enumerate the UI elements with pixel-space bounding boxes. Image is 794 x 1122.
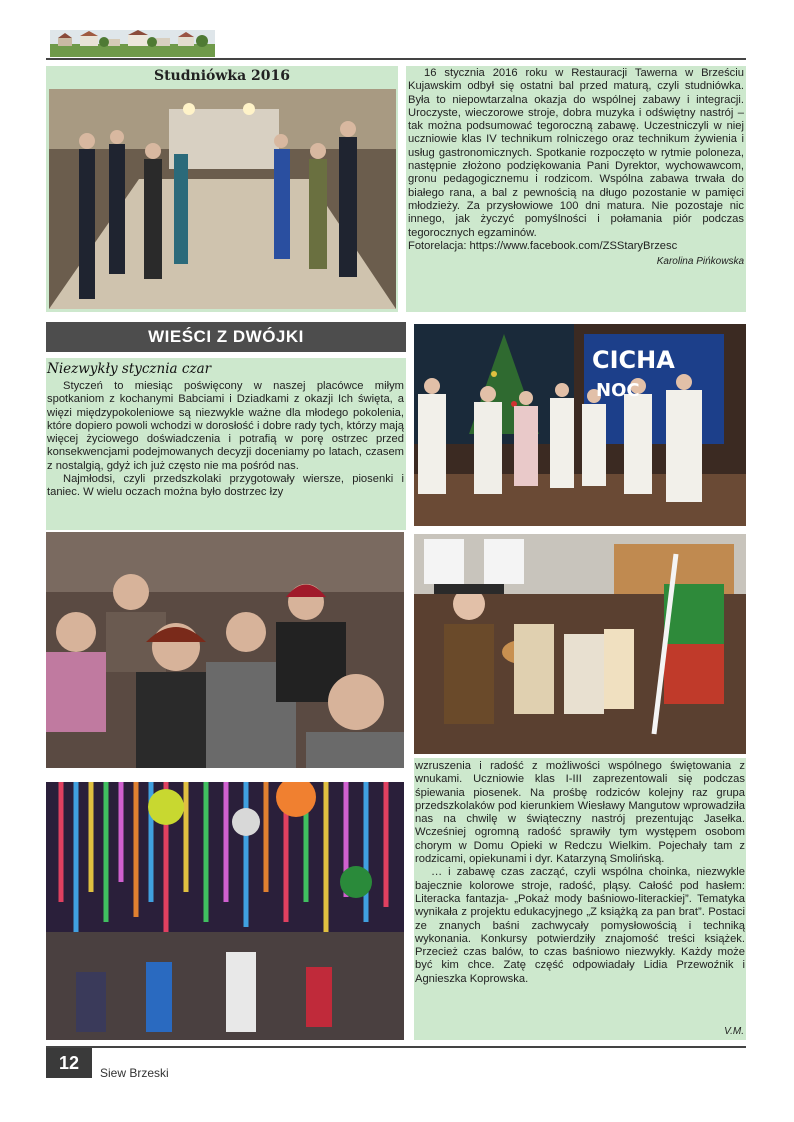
footer-rule xyxy=(46,1046,746,1048)
nativity-photo xyxy=(414,534,746,754)
header-rule xyxy=(46,58,746,60)
article-paragraph-3: wzruszenia i radość z możliwości wspólnego świętowania z wnukami. Uczniowie klas I-III zaprezentowali się podczas śpiewania piosenek. Na prośbę rodziców kolejny raz grupa przedszkolaków pod kierunkiem Wiesławy Mangutow wprowadziła nas na chwilę w świąteczny nastrój prezentując Jasełka. Wcześniej ogromną radość sprawiły tym występem osobom chorym w Domu Opieki w Redczu Wielkim. Pojechały tam z rodzicami, opiekunami i dyr. Katarzyną Smolińską. xyxy=(415,760,745,866)
studniowka-text-box xyxy=(406,66,746,312)
studniowka-title: Studniówka 2016 xyxy=(153,68,291,84)
wiesci-text-box-bottom xyxy=(414,758,746,1040)
grandparents-photo xyxy=(46,532,404,768)
studniowka-photo xyxy=(49,89,396,309)
article-title: Niezwykły stycznia czar xyxy=(47,361,212,377)
article-paragraph-1: Styczeń to miesiąc poświęcony w naszej placówce miłym spotkaniom z kochanymi Babciami i Dziadkami z okazji Ich święta, a więzi międzypokoleniowe są niezwykle ważne dla młodego pokolenia, które dopiero powoli wchodzi w dorosłość i dobre rady tych, którzy mają więcej życiowego doświadczenia i potrafią w porę ostrzec przed konsekwencjami podejmowanych decyzji doceniamy po latach, czasem z nostalgią, gdyż ich już często nie ma pośród nas. xyxy=(47,380,404,472)
studniowka-author: Karolina Pińkowska xyxy=(656,256,744,268)
article-paragraph-4: … i zabawę czas zacząć, czyli wspólna choinka, niezwykle bajecznie kolorowe stroje, radość, pląsy. Całość pod hasłem: Literacka fantazja- „Pokaż mody baśniowo-literackiej”. Tematyka wynikała z projektu edukacyjnego „Z książką za pan brat”. Postaci ze znanych baśni zachwycały pomysłowością i techniką wykonania. Konkursy potwierdziły znajomość treści książek. Przecież czas balów, to czas baśniowo niezwykły. Każdy może być kim chce. Zatę część odpowiadały Lidia Przewoźnik i Agnieszka Koprowska. xyxy=(415,866,745,985)
article-author: V.M. xyxy=(724,1025,744,1037)
photo-sign-cicha: CICHA xyxy=(592,346,675,374)
photo-sign-noc: NOC xyxy=(596,380,640,401)
page-number: 12 xyxy=(46,1048,92,1078)
publication-name: Siew Brzeski xyxy=(100,1066,169,1080)
studniowka-photo-link: Fotorelacja: https://www.facebook.com/ZSStaryBrzesc xyxy=(408,239,678,252)
studniowka-paragraph: 16 stycznia 2016 roku w Restauracji Tawerna w Brześciu Kujawskim odbył się ostatni bal przed maturą, czyli studniówka. Była to niepowtarzalna okazja do wspólnej zabawy i integracji. Uroczyste, wieczorowe stroje, dobra muzyka i odświętny nastrój – tak można podsumować tegoroczną zabawę. Uczestniczyli w niej uczniowie klas IV technikum rolniczego oraz technikum żywienia i usług gastronomicznych. Spotkanie rozpoczęto w rytmie poloneza, następnie złożono podziękowania Pani Dyrektor, wychowawcom, gronu pedagogicznemu i rodzicom. Wspólna zabawa trwała do białego rana, a bal z pewnością na długo pozostanie w pamięci młodzieży. Za przysłowiowe 100 dni matura. Nie pozostaje nic innego, jak życzyć pomyślności i połamania piór podczas tegorocznych egzaminów. xyxy=(408,67,744,239)
article-intro xyxy=(47,380,404,500)
angels-photo xyxy=(414,324,746,526)
ball-photo xyxy=(46,782,404,1040)
article-paragraph-2: Najmłodsi, czyli przedszkolaki przygotowały wiersze, piosenki i taniec. W wielu oczach można było dostrzec łzy xyxy=(47,473,404,499)
header-banner-image xyxy=(50,30,215,57)
section-title-bar: WIEŚCI Z DWÓJKI xyxy=(46,322,406,352)
